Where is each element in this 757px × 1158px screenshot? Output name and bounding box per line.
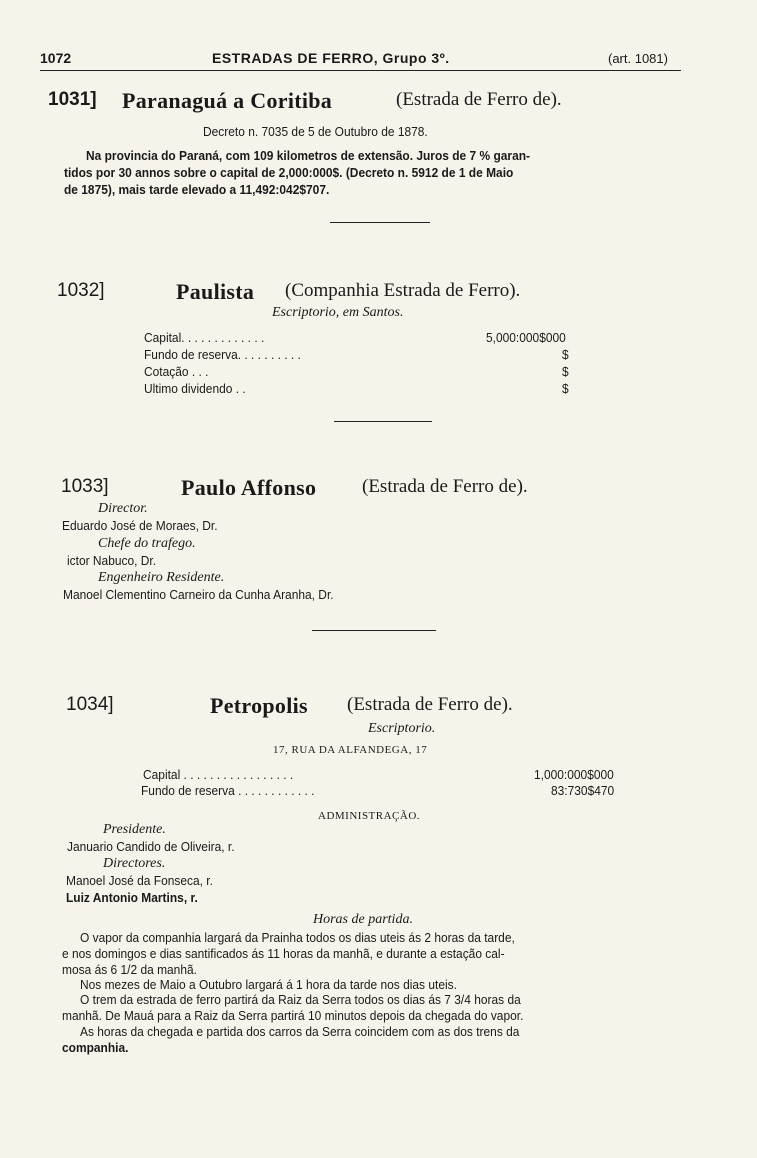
text-line: manhã. De Mauá para a Raiz da Serra partirá 10 minutos depois da chegada do vapor.: [62, 1008, 524, 1023]
page-number: 1072: [40, 50, 72, 66]
capital-label: Capital . . . . . . . . . . . . . . . . .: [143, 767, 294, 782]
text-line: As horas da chegada e partida dos carros da Serra coincidem com as dos trens da: [80, 1024, 520, 1039]
entry-subtitle-1034: (Estrada de Ferro de).: [347, 694, 513, 715]
office-line: Escriptorio.: [368, 721, 436, 736]
person-name: ictor Nabuco, Dr.: [67, 553, 157, 568]
text-line: O trem da estrada de ferro partirá da Raiz da Serra todos os dias ás 7 3/4 horas da: [80, 992, 521, 1007]
decree-line: Decreto n. 7035 de 5 de Outubro de 1878.: [203, 124, 428, 139]
text-line: Na provincia do Paraná, com 109 kilometros de extensão. Juros de 7 % garan-: [86, 148, 531, 163]
role-label: Presidente.: [103, 822, 166, 837]
role-label: Chefe do trafego.: [98, 536, 196, 551]
person-name: Januario Candido de Oliveira, r.: [67, 839, 235, 854]
entry-title-1033: Paulo Affonso: [181, 475, 317, 500]
office-line: Escriptorio, em Santos.: [272, 305, 404, 320]
capital-value: 1,000:000$000: [534, 767, 614, 782]
person-name: Manoel José da Fonseca, r.: [66, 873, 213, 888]
address-line: 17, RUA DA ALFANDEGA, 17: [273, 744, 428, 756]
role-label: Engenheiro Residente.: [98, 570, 225, 585]
dividend-label: Ultimo dividendo . .: [144, 381, 246, 396]
text-line: tidos por 30 annos sobre o capital de 2,000:000$. (Decreto n. 5912 de 1 de Maio: [64, 165, 514, 180]
role-label: Director.: [98, 501, 148, 516]
reserve-value: 83:730$470: [551, 783, 615, 798]
text-line: mosa ás 6 1/2 da manhã.: [62, 962, 197, 977]
entry-number-1033: 1033]: [61, 476, 109, 497]
text-line: e nos domingos e dias santificados ás 11 horas da manhã, e durante a estação cal-: [62, 946, 505, 961]
entry-title-1032: Paulista: [176, 279, 255, 304]
person-name: Luiz Antonio Martins, r.: [66, 890, 198, 905]
text-line: de 1875), mais tarde elevado a 11,492:042$707.: [64, 182, 330, 197]
admin-heading: ADMINISTRAÇÃO.: [318, 810, 421, 822]
text-line: O vapor da companhia largará da Prainha todos os dias uteis ás 2 horas da tarde,: [80, 930, 515, 945]
entry-title-1031: Paranaguá a Coritiba: [122, 88, 333, 113]
section-divider: [334, 421, 432, 422]
capital-label: Capital. . . . . . . . . . . . .: [144, 330, 265, 345]
entry-number-1031: 1031]: [48, 89, 97, 110]
text-line: companhia.: [62, 1040, 129, 1055]
entry-number-1034: 1034]: [66, 694, 114, 715]
section-divider: [330, 222, 430, 223]
reserve-value: $: [562, 347, 569, 362]
article-ref: (art. 1081): [608, 51, 668, 66]
entry-subtitle-1031: (Estrada de Ferro de).: [396, 89, 562, 110]
reserve-label: Fundo de reserva . . . . . . . . . . . .: [141, 783, 315, 798]
quote-value: $: [562, 364, 569, 379]
header-rule: [40, 70, 681, 71]
person-name: Eduardo José de Moraes, Dr.: [62, 518, 218, 533]
dividend-value: $: [562, 381, 569, 396]
entry-subtitle-1032: (Companhia Estrada de Ferro).: [285, 280, 521, 301]
entry-number-1032: 1032]: [57, 280, 105, 301]
hours-heading: Horas de partida.: [313, 912, 413, 927]
entry-subtitle-1033: (Estrada de Ferro de).: [362, 476, 528, 497]
running-title: ESTRADAS DE FERRO, Grupo 3º.: [212, 50, 450, 66]
capital-value: 5,000:000$000: [486, 330, 566, 345]
role-label: Directores.: [103, 856, 166, 871]
quote-label: Cotação . . .: [144, 364, 209, 379]
text-line: Nos mezes de Maio a Outubro largará á 1 hora da tarde nos dias uteis.: [80, 977, 457, 992]
entry-title-1034: Petropolis: [210, 693, 308, 718]
reserve-label: Fundo de reserva. . . . . . . . . .: [144, 347, 301, 362]
section-divider: [312, 630, 436, 631]
person-name: Manoel Clementino Carneiro da Cunha Aranha, Dr.: [63, 587, 334, 602]
